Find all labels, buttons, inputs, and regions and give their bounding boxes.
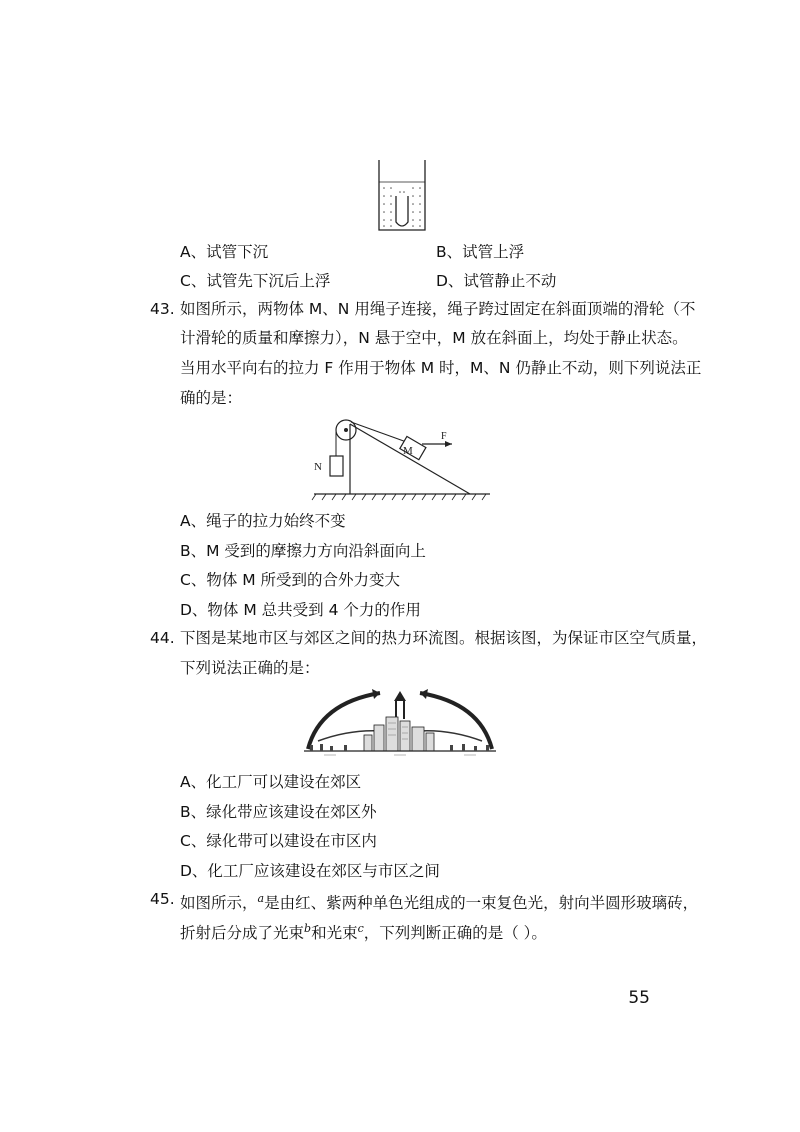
q42-option-b: B、试管上浮	[436, 243, 525, 261]
q45-text: 折射后分成了光束	[180, 924, 305, 943]
q44-number: 44.	[150, 629, 175, 647]
q45-text: 如图所示，	[180, 894, 258, 913]
q44-option-c: C、绿化带可以建设在市区内	[180, 832, 377, 850]
force-f-label: F	[441, 431, 447, 442]
q43-text-line: 确的是：	[180, 389, 243, 407]
q44-text-line: 下图是某地市区与郊区之间的热力环流图。根据该图，为保证市区空气质量，	[180, 629, 708, 647]
q44-option-a: A、化工厂可以建设在郊区	[180, 773, 362, 791]
q42-option-a: A、试管下沉	[180, 243, 269, 261]
symbol-a: a	[257, 892, 265, 905]
q42-option-c: C、试管先下沉后上浮	[180, 272, 331, 290]
q42-option-d: D、试管静止不动	[436, 272, 557, 290]
block-n-label: N	[314, 461, 322, 473]
q45-number: 45.	[150, 890, 175, 908]
q45-text: 是由红、紫两种单色光组成的一束复色光，射向半圆形玻璃砖，	[264, 894, 699, 913]
test-tube-figure	[376, 158, 428, 232]
page-number: 55	[628, 988, 650, 1008]
q44-text-line: 下列说法正确的是：	[180, 659, 320, 677]
symbol-c: c	[357, 922, 364, 935]
symbol-b: b	[304, 922, 312, 935]
q45-text: ，下列判断正确的是（ ）。	[363, 924, 547, 943]
heat-circulation-figure	[300, 685, 500, 765]
q43-text-line: 计滑轮的质量和摩擦力），N 悬于空中，M 放在斜面上，均处于静止状态。	[180, 329, 688, 347]
q45-text-line-2	[180, 919, 547, 943]
q45-text: 和光束	[311, 924, 358, 943]
q43-number: 43.	[150, 300, 175, 318]
q43-option-a: A、绳子的拉力始终不变	[180, 512, 346, 530]
q43-option-d: D、物体 M 总共受到 4 个力的作用	[180, 601, 421, 619]
q43-text-line: 如图所示，两物体 M、N 用绳子连接，绳子跨过固定在斜面顶端的滑轮（不	[180, 300, 696, 318]
q43-text-line: 当用水平向右的拉力 F 作用于物体 M 时，M、N 仍静止不动，则下列说法正	[180, 359, 702, 377]
q45-text-line-1	[180, 889, 698, 913]
block-m-label: M	[403, 445, 413, 457]
q44-option-d: D、化工厂应该建设在郊区与市区之间	[180, 862, 440, 880]
q44-option-b: B、绿化带应该建设在郊区外	[180, 803, 377, 821]
q43-option-b: B、M 受到的摩擦力方向沿斜面向上	[180, 542, 426, 560]
q43-option-c: C、物体 M 所受到的合外力变大	[180, 571, 401, 589]
incline-pulley-figure	[300, 410, 500, 506]
